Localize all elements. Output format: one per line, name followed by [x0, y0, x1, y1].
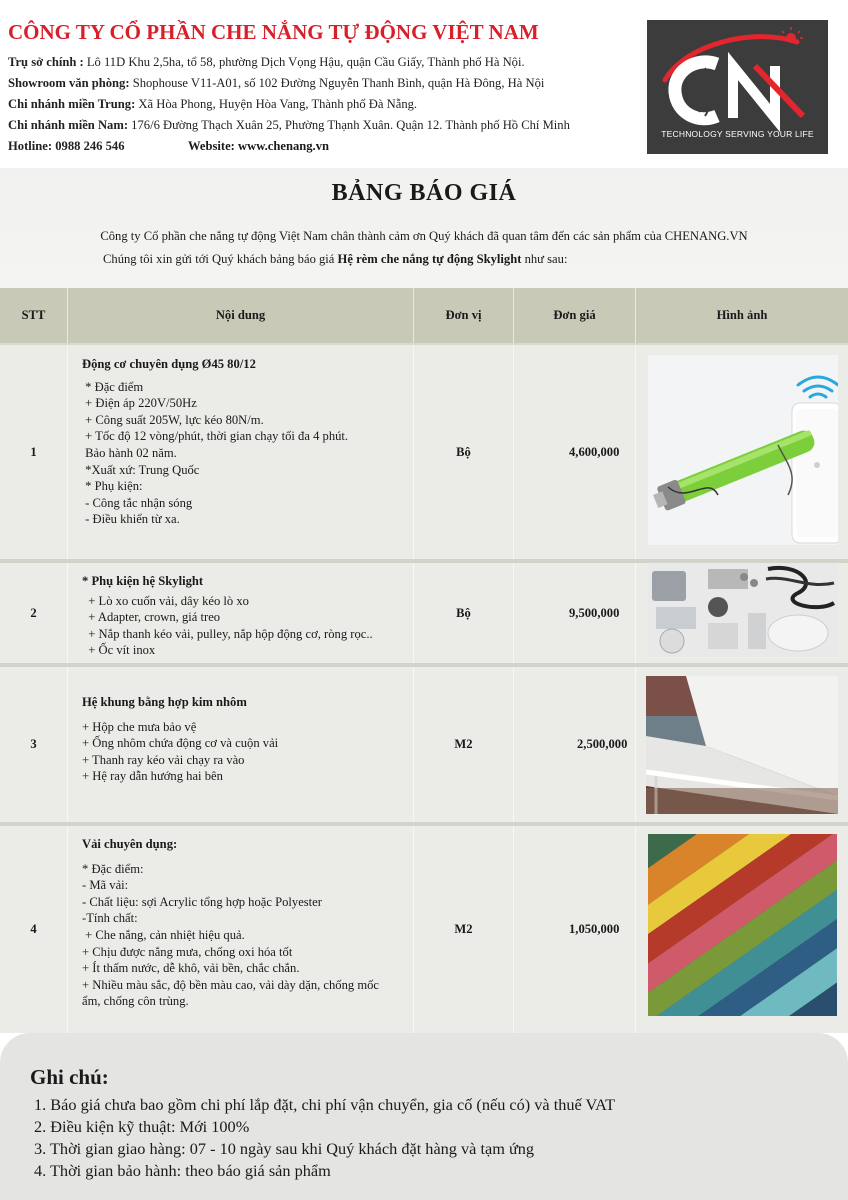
row-stt: 2 — [0, 563, 68, 663]
skylight-accessories-image — [648, 563, 838, 657]
row-unit: Bộ — [414, 345, 514, 559]
row-detail-line: ẩm, chống côn trùng. — [82, 994, 189, 1009]
central-branch-label: Chi nhánh miền Trung: — [8, 97, 136, 111]
row-detail-line: + Điện áp 220V/50Hz — [82, 396, 197, 411]
central-branch-line — [8, 97, 417, 112]
row-detail-line: + Thanh ray kéo vải chạy ra vào — [82, 752, 245, 767]
logo-tagline: TECHNOLOGY SERVING YOUR LIFE — [661, 129, 814, 139]
row-detail-line: *Xuất xứ: Trung Quốc — [82, 462, 200, 477]
note-item: 3. Thời gian giao hàng: 07 - 10 ngày sau khi Quý khách đặt hàng và tạm ứng — [34, 1139, 535, 1158]
row-image-cell — [636, 563, 848, 663]
note-item: 4. Thời gian bảo hành: theo báo giá sản phẩm — [34, 1161, 331, 1180]
south-branch-label: Chi nhánh miền Nam: — [8, 118, 129, 132]
column-header-stt: STT — [0, 288, 68, 343]
south-branch-address: 176/6 Đường Thạch Xuân 25, Phường Thạnh Xuân. Quận 12. Thành phố Hồ Chí Minh — [128, 118, 570, 132]
intro-prefix: Chúng tôi xin gửi tới Quý khách bảng báo giá — [103, 252, 338, 266]
row-detail-line: + Công suất 205W, lực kéo 80N/m. — [82, 412, 264, 427]
company-logo — [647, 20, 828, 154]
row-image-cell — [636, 345, 848, 559]
row-content-text — [68, 563, 413, 659]
south-branch-line — [8, 118, 570, 133]
row-stt: 4 — [0, 826, 68, 1033]
row-detail-line: -Tính chất: — [82, 911, 138, 926]
intro-product-name: Hệ rèm che nắng tự động Skylight — [337, 252, 522, 266]
page-title: BẢNG BÁO GIÁ — [331, 180, 517, 206]
showroom-address: Shophouse V11-A01, số 102 Đường Nguyễn Thanh Bình, quận Hà Đông, Hà Nội — [129, 76, 545, 90]
row-detail-line: - Công tắc nhận sóng — [82, 495, 193, 510]
aluminum-frame-image — [646, 676, 838, 814]
row-detail-line: + Nắp thanh kéo vải, pulley, nắp hộp động cơ, ròng rọc.. — [82, 626, 373, 641]
title-band — [0, 168, 848, 288]
row-detail-line: + Che nắng, cản nhiệt hiệu quả. — [82, 927, 245, 942]
row-content — [68, 667, 414, 822]
row-unit: M2 — [414, 826, 514, 1033]
row-detail-line: + Hệ ray dẫn hướng hai bên — [82, 769, 223, 784]
hotline-number: 0988 246 546 — [52, 139, 125, 153]
row-detail-line: + Ít thấm nước, dễ khô, vải bền, chắc chắn. — [82, 961, 300, 976]
notes-panel — [0, 1033, 848, 1200]
letterhead — [0, 0, 848, 168]
row-detail-line: + Ốc vít inox — [82, 643, 156, 658]
row-title: Động cơ chuyên dụng Ø45 80/12 — [82, 357, 256, 371]
row-price: 1,050,000 — [514, 826, 636, 1033]
row-detail-line: + Adapter, crown, giá treo — [82, 610, 221, 625]
company-name: CÔNG TY CỔ PHẦN CHE NẮNG TỰ ĐỘNG VIỆT NAM — [8, 20, 539, 44]
row-price: 9,500,000 — [514, 563, 636, 663]
row-content — [68, 345, 414, 559]
head-office-label: Trụ sở chính : — [8, 55, 84, 69]
row-detail-line: + Ống nhôm chứa động cơ và cuộn vải — [82, 736, 279, 751]
row-detail-line: Bảo hành 02 năm. — [82, 445, 177, 460]
row-price: 2,500,000 — [514, 667, 636, 822]
note-item: 2. Điều kiện kỹ thuật: Mới 100% — [34, 1117, 250, 1136]
row-content — [68, 563, 414, 663]
website-link[interactable]: Website: www.chenang.vn — [188, 139, 329, 153]
row-content — [68, 826, 414, 1033]
note-item: 1. Báo giá chưa bao gồm chi phí lắp đặt, chi phí vận chuyển, gia cố (nếu có) và thuế VAT — [34, 1095, 616, 1114]
intro-line-1: Công ty Cổ phần che nắng tự động Việt Nam chân thành cảm ơn Quý khách đã quan tâm đến các sản phẩm của CHENANG.VN — [100, 229, 748, 243]
row-price: 4,600,000 — [514, 345, 636, 559]
row-detail-line: + Nhiều màu sắc, độ bền màu cao, vải dày dặn, chống mốc — [82, 977, 380, 992]
column-header-price: Đơn giá — [514, 288, 636, 343]
row-unit: M2 — [414, 667, 514, 822]
column-header-image: Hình ảnh — [636, 288, 848, 343]
row-unit: Bộ — [414, 563, 514, 663]
head-office-address: Lô 11D Khu 2,5ha, tổ 58, phường Dịch Vọng Hậu, quận Cầu Giấy, Thành phố Hà Nội. — [83, 55, 525, 69]
row-detail-line: + Hộp che mưa bảo vệ — [82, 719, 197, 734]
row-detail-line: * Đặc điểm — [82, 379, 144, 394]
notes-title: Ghi chú: — [30, 1065, 109, 1089]
hotline-label: Hotline: — [8, 139, 53, 153]
table-row — [0, 826, 848, 1033]
showroom-label: Showroom văn phòng: — [8, 76, 130, 90]
row-detail-line: - Mã vải: — [82, 878, 129, 893]
hotline-line — [8, 139, 125, 154]
motor-and-remote-image — [648, 355, 838, 545]
row-detail-line: + Tốc độ 12 vòng/phút, thời gian chạy tối đa 4 phút. — [82, 429, 349, 444]
row-stt: 3 — [0, 667, 68, 822]
row-content-text — [68, 345, 413, 528]
central-branch-address: Xã Hòa Phong, Huyện Hòa Vang, Thành phố Đà Nẵng. — [135, 97, 418, 111]
row-detail-line: * Đặc điểm: — [82, 861, 144, 876]
row-image-cell — [636, 826, 848, 1033]
column-header-content: Nội dung — [68, 288, 414, 343]
row-detail-line: * Phụ kiện: — [82, 479, 143, 494]
fabric-swatches-image — [648, 834, 837, 1016]
intro-line-2 — [103, 252, 567, 267]
price-table — [0, 288, 848, 1033]
row-detail-line: - Chất liệu: sợi Acrylic tổng hợp hoặc Polyester — [82, 894, 322, 909]
column-header-unit: Đơn vị — [414, 288, 514, 343]
table-row — [0, 563, 848, 663]
row-stt: 1 — [0, 345, 68, 559]
row-title: Vải chuyên dụng: — [82, 837, 178, 851]
row-detail-line: + Lò xo cuốn vải, dây kéo lò xo — [82, 593, 249, 608]
head-office-line — [8, 55, 525, 70]
table-row — [0, 345, 848, 559]
row-title: * Phụ kiện hệ Skylight — [82, 574, 204, 588]
row-title: Hệ khung bằng hợp kim nhôm — [82, 695, 247, 709]
row-detail-line: - Điều khiển từ xa. — [82, 512, 180, 527]
showroom-line — [8, 76, 544, 91]
row-content-text — [68, 667, 413, 785]
intro-suffix: như sau: — [521, 252, 568, 266]
row-content-text — [68, 826, 413, 1010]
table-row — [0, 667, 848, 822]
row-detail-line: + Chịu được nắng mưa, chống oxi hóa tốt — [82, 944, 293, 959]
row-image-cell — [636, 667, 848, 822]
